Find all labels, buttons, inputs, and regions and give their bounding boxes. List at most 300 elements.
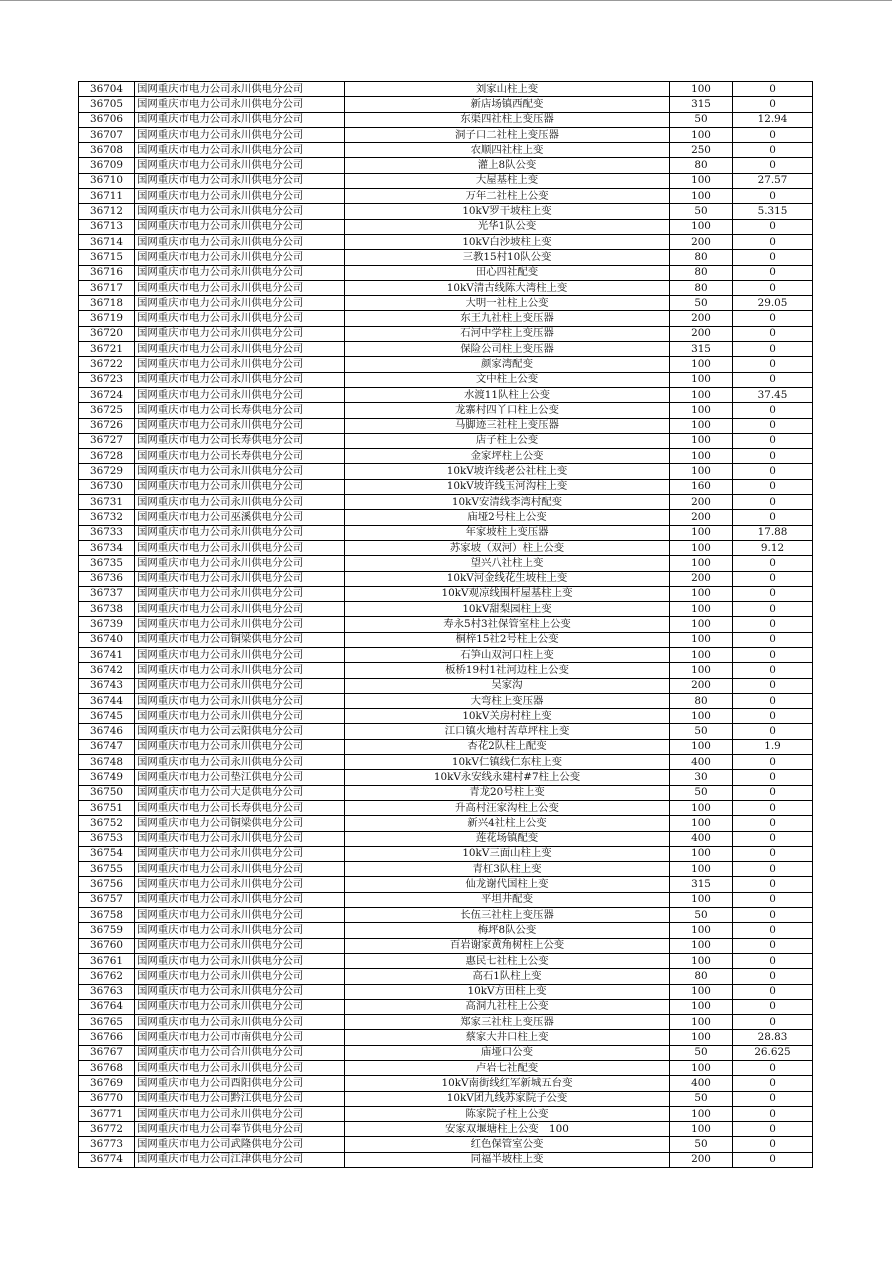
- row-id-cell: 36729: [79, 464, 135, 479]
- transformer-name-cell: 东渠四社柱上变压器: [345, 112, 670, 127]
- value-cell: 0: [733, 143, 813, 158]
- table-row: [79, 112, 813, 127]
- row-id-cell: 36722: [79, 357, 135, 372]
- row-id-cell: 36707: [79, 127, 135, 142]
- table-row: [79, 433, 813, 448]
- company-cell: 国网重庆市电力公司永川供电分公司: [135, 755, 345, 770]
- table-row: [79, 418, 813, 433]
- row-id-cell: 36774: [79, 1152, 135, 1167]
- table-row: [79, 204, 813, 219]
- row-id-cell: 36727: [79, 433, 135, 448]
- value-cell: 0: [733, 82, 813, 97]
- table-row: [79, 617, 813, 632]
- table-row: [79, 510, 813, 525]
- company-cell: 国网重庆市电力公司永川供电分公司: [135, 892, 345, 907]
- capacity-cell: 200: [670, 326, 733, 341]
- value-cell: 0: [733, 908, 813, 923]
- value-cell: 0: [733, 418, 813, 433]
- capacity-cell: 200: [670, 678, 733, 693]
- value-cell: 0: [733, 755, 813, 770]
- table-row: [79, 464, 813, 479]
- transformer-name-cell: 石笋山双河口柱上变: [345, 647, 670, 662]
- table-row: [79, 770, 813, 785]
- transformer-name-cell: 洞子口二社柱上变压器: [345, 127, 670, 142]
- company-cell: 国网重庆市电力公司永川供电分公司: [135, 418, 345, 433]
- row-id-cell: 36759: [79, 923, 135, 938]
- capacity-cell: 100: [670, 418, 733, 433]
- capacity-cell: 200: [670, 571, 733, 586]
- value-cell: 0: [733, 449, 813, 464]
- company-cell: 国网重庆市电力公司永川供电分公司: [135, 571, 345, 586]
- table-row: [79, 1015, 813, 1030]
- page-top-rule: [0, 0, 892, 1]
- table-row: [79, 586, 813, 601]
- value-cell: 0: [733, 1152, 813, 1167]
- row-id-cell: 36711: [79, 189, 135, 204]
- row-id-cell: 36723: [79, 372, 135, 387]
- value-cell: 0: [733, 1015, 813, 1030]
- company-cell: 国网重庆市电力公司铜梁供电分公司: [135, 816, 345, 831]
- capacity-cell: 200: [670, 495, 733, 510]
- value-cell: 0: [733, 1076, 813, 1091]
- value-cell: 0: [733, 969, 813, 984]
- capacity-cell: 50: [670, 1137, 733, 1152]
- table-row: [79, 449, 813, 464]
- value-cell: 0: [733, 510, 813, 525]
- transformer-name-cell: 苏家坡（双河）柱上公变: [345, 540, 670, 555]
- row-id-cell: 36718: [79, 296, 135, 311]
- capacity-cell: 315: [670, 342, 733, 357]
- transformer-name-cell: 安家双堰塘柱上公变 100: [345, 1122, 670, 1137]
- row-id-cell: 36734: [79, 540, 135, 555]
- company-cell: 国网重庆市电力公司永川供电分公司: [135, 693, 345, 708]
- company-cell: 国网重庆市电力公司永川供电分公司: [135, 464, 345, 479]
- company-cell: 国网重庆市电力公司铜梁供电分公司: [135, 632, 345, 647]
- value-cell: 0: [733, 1122, 813, 1137]
- table-row: [79, 755, 813, 770]
- company-cell: 国网重庆市电力公司永川供电分公司: [135, 204, 345, 219]
- value-cell: 17.88: [733, 525, 813, 540]
- row-id-cell: 36726: [79, 418, 135, 433]
- row-id-cell: 36708: [79, 143, 135, 158]
- value-cell: 0: [733, 127, 813, 142]
- row-id-cell: 36706: [79, 112, 135, 127]
- table-row: [79, 326, 813, 341]
- capacity-cell: 100: [670, 892, 733, 907]
- table-row: [79, 846, 813, 861]
- table-row: [79, 1076, 813, 1091]
- transformer-name-cell: 店子柱上公变: [345, 433, 670, 448]
- capacity-cell: 100: [670, 525, 733, 540]
- row-id-cell: 36709: [79, 158, 135, 173]
- row-id-cell: 36704: [79, 82, 135, 97]
- transformer-name-cell: 青杠3队柱上变: [345, 862, 670, 877]
- row-id-cell: 36740: [79, 632, 135, 647]
- transformer-name-cell: 年家坡柱上变压器: [345, 525, 670, 540]
- row-id-cell: 36749: [79, 770, 135, 785]
- table-row: [79, 571, 813, 586]
- company-cell: 国网重庆市电力公司永川供电分公司: [135, 540, 345, 555]
- table-row: [79, 1106, 813, 1121]
- capacity-cell: 315: [670, 877, 733, 892]
- row-id-cell: 36705: [79, 97, 135, 112]
- capacity-cell: 100: [670, 663, 733, 678]
- transformer-name-cell: 升高村汪家沟柱上公变: [345, 800, 670, 815]
- transformer-name-cell: 龙寨村四丫口柱上公变: [345, 403, 670, 418]
- company-cell: 国网重庆市电力公司永川供电分公司: [135, 234, 345, 249]
- table-row: [79, 311, 813, 326]
- value-cell: 0: [733, 785, 813, 800]
- capacity-cell: 50: [670, 204, 733, 219]
- capacity-cell: 315: [670, 97, 733, 112]
- capacity-cell: 100: [670, 357, 733, 372]
- capacity-cell: 100: [670, 923, 733, 938]
- capacity-cell: 250: [670, 143, 733, 158]
- value-cell: 0: [733, 586, 813, 601]
- capacity-cell: 50: [670, 1045, 733, 1060]
- table-row: [79, 82, 813, 97]
- value-cell: 0: [733, 617, 813, 632]
- row-id-cell: 36760: [79, 938, 135, 953]
- capacity-cell: 100: [670, 953, 733, 968]
- table-row: [79, 632, 813, 647]
- transformer-name-cell: 10kV白沙坡柱上变: [345, 234, 670, 249]
- value-cell: 0: [733, 693, 813, 708]
- row-id-cell: 36714: [79, 234, 135, 249]
- value-cell: 0: [733, 724, 813, 739]
- table-row: [79, 816, 813, 831]
- transformer-name-cell: 郑家三社柱上变压器: [345, 1015, 670, 1030]
- table-row: [79, 158, 813, 173]
- table-row: [79, 372, 813, 387]
- table-row: [79, 403, 813, 418]
- value-cell: 0: [733, 556, 813, 571]
- transformer-name-cell: 新兴4社柱上公变: [345, 816, 670, 831]
- table-row: [79, 953, 813, 968]
- company-cell: 国网重庆市电力公司永川供电分公司: [135, 556, 345, 571]
- row-id-cell: 36739: [79, 617, 135, 632]
- table-row: [79, 265, 813, 280]
- table-row: [79, 495, 813, 510]
- table-row: [79, 479, 813, 494]
- capacity-cell: 80: [670, 280, 733, 295]
- transformer-table: [78, 81, 813, 1168]
- transformer-name-cell: 农顺四社柱上变: [345, 143, 670, 158]
- transformer-name-cell: 平坦井配变: [345, 892, 670, 907]
- table-row: [79, 173, 813, 188]
- capacity-cell: 200: [670, 1152, 733, 1167]
- value-cell: 0: [733, 923, 813, 938]
- capacity-cell: 100: [670, 632, 733, 647]
- capacity-cell: 100: [670, 403, 733, 418]
- transformer-name-cell: 百岩谢家黄角树柱上公变: [345, 938, 670, 953]
- value-cell: 0: [733, 342, 813, 357]
- capacity-cell: 400: [670, 755, 733, 770]
- value-cell: 0: [733, 602, 813, 617]
- row-id-cell: 36747: [79, 739, 135, 754]
- company-cell: 国网重庆市电力公司永川供电分公司: [135, 311, 345, 326]
- transformer-name-cell: 梅坪8队公变: [345, 923, 670, 938]
- capacity-cell: 100: [670, 219, 733, 234]
- value-cell: 0: [733, 311, 813, 326]
- value-cell: 0: [733, 495, 813, 510]
- company-cell: 国网重庆市电力公司合川供电分公司: [135, 1045, 345, 1060]
- value-cell: 0: [733, 1061, 813, 1076]
- table-row: [79, 923, 813, 938]
- row-id-cell: 36757: [79, 892, 135, 907]
- capacity-cell: 80: [670, 265, 733, 280]
- row-id-cell: 36717: [79, 280, 135, 295]
- company-cell: 国网重庆市电力公司永川供电分公司: [135, 127, 345, 142]
- table-row: [79, 143, 813, 158]
- row-id-cell: 36712: [79, 204, 135, 219]
- table-row: [79, 97, 813, 112]
- transformer-name-cell: 马脚迹三社柱上变压器: [345, 418, 670, 433]
- capacity-cell: 100: [670, 127, 733, 142]
- value-cell: 0: [733, 678, 813, 693]
- transformer-name-cell: 三教15村10队公变: [345, 250, 670, 265]
- transformer-name-cell: 10kV团九线苏家院子公变: [345, 1091, 670, 1106]
- transformer-name-cell: 水渡11队柱上公变: [345, 387, 670, 402]
- row-id-cell: 36716: [79, 265, 135, 280]
- value-cell: 26.625: [733, 1045, 813, 1060]
- capacity-cell: 200: [670, 311, 733, 326]
- capacity-cell: 50: [670, 724, 733, 739]
- capacity-cell: 100: [670, 862, 733, 877]
- value-cell: 0: [733, 265, 813, 280]
- company-cell: 国网重庆市电力公司武隆供电分公司: [135, 1137, 345, 1152]
- capacity-cell: 80: [670, 158, 733, 173]
- value-cell: 0: [733, 770, 813, 785]
- transformer-name-cell: 寿永5村3社保管室柱上公变: [345, 617, 670, 632]
- value-cell: 37.45: [733, 387, 813, 402]
- capacity-cell: 100: [670, 999, 733, 1014]
- table-row: [79, 999, 813, 1014]
- row-id-cell: 36742: [79, 663, 135, 678]
- transformer-name-cell: 10kV永安线永建村#7柱上公变: [345, 770, 670, 785]
- capacity-cell: 50: [670, 112, 733, 127]
- capacity-cell: 100: [670, 449, 733, 464]
- transformer-name-cell: 10kV清古线陈大湾柱上变: [345, 280, 670, 295]
- transformer-name-cell: 惠民七社柱上公变: [345, 953, 670, 968]
- value-cell: 27.57: [733, 173, 813, 188]
- table-row: [79, 984, 813, 999]
- table-row: [79, 1030, 813, 1045]
- company-cell: 国网重庆市电力公司长寿供电分公司: [135, 403, 345, 418]
- transformer-name-cell: 颜家湾配变: [345, 357, 670, 372]
- row-id-cell: 36724: [79, 387, 135, 402]
- company-cell: 国网重庆市电力公司永川供电分公司: [135, 831, 345, 846]
- table-row: [79, 1137, 813, 1152]
- capacity-cell: 50: [670, 296, 733, 311]
- value-cell: 28.83: [733, 1030, 813, 1045]
- capacity-cell: 100: [670, 1106, 733, 1121]
- capacity-cell: 100: [670, 173, 733, 188]
- company-cell: 国网重庆市电力公司巫溪供电分公司: [135, 510, 345, 525]
- row-id-cell: 36752: [79, 816, 135, 831]
- row-id-cell: 36763: [79, 984, 135, 999]
- capacity-cell: 80: [670, 693, 733, 708]
- table-row: [79, 800, 813, 815]
- capacity-cell: 100: [670, 1061, 733, 1076]
- company-cell: 国网重庆市电力公司永川供电分公司: [135, 173, 345, 188]
- value-cell: 5.315: [733, 204, 813, 219]
- value-cell: 0: [733, 999, 813, 1014]
- value-cell: 0: [733, 372, 813, 387]
- table-row: [79, 1152, 813, 1167]
- value-cell: 0: [733, 953, 813, 968]
- table-row: [79, 280, 813, 295]
- value-cell: 0: [733, 326, 813, 341]
- company-cell: 国网重庆市电力公司永川供电分公司: [135, 969, 345, 984]
- company-cell: 国网重庆市电力公司永川供电分公司: [135, 1015, 345, 1030]
- company-cell: 国网重庆市电力公司永川供电分公司: [135, 342, 345, 357]
- company-cell: 国网重庆市电力公司永川供电分公司: [135, 984, 345, 999]
- company-cell: 国网重庆市电力公司永川供电分公司: [135, 647, 345, 662]
- value-cell: 0: [733, 877, 813, 892]
- transformer-name-cell: 10kV三面山柱上变: [345, 846, 670, 861]
- row-id-cell: 36720: [79, 326, 135, 341]
- company-cell: 国网重庆市电力公司永川供电分公司: [135, 525, 345, 540]
- company-cell: 国网重庆市电力公司永川供电分公司: [135, 326, 345, 341]
- company-cell: 国网重庆市电力公司江津供电分公司: [135, 1152, 345, 1167]
- table-row: [79, 189, 813, 204]
- table-row: [79, 602, 813, 617]
- transformer-name-cell: 望兴八社柱上变: [345, 556, 670, 571]
- row-id-cell: 36756: [79, 877, 135, 892]
- transformer-name-cell: 金家坪柱上公变: [345, 449, 670, 464]
- transformer-name-cell: 10kV关房村柱上变: [345, 709, 670, 724]
- table-row: [79, 663, 813, 678]
- capacity-cell: 50: [670, 1091, 733, 1106]
- capacity-cell: 100: [670, 189, 733, 204]
- value-cell: 0: [733, 97, 813, 112]
- transformer-name-cell: 大弯柱上变压器: [345, 693, 670, 708]
- value-cell: 0: [733, 984, 813, 999]
- value-cell: 0: [733, 632, 813, 647]
- table-row: [79, 892, 813, 907]
- transformer-name-cell: 10kV安清线李湾村配变: [345, 495, 670, 510]
- row-id-cell: 36769: [79, 1076, 135, 1091]
- transformer-name-cell: 新店场镇西配变: [345, 97, 670, 112]
- value-cell: 0: [733, 1106, 813, 1121]
- row-id-cell: 36745: [79, 709, 135, 724]
- transformer-name-cell: 大屋基柱上变: [345, 173, 670, 188]
- value-cell: 1.9: [733, 739, 813, 754]
- row-id-cell: 36764: [79, 999, 135, 1014]
- company-cell: 国网重庆市电力公司长寿供电分公司: [135, 449, 345, 464]
- value-cell: 0: [733, 158, 813, 173]
- transformer-name-cell: 江口镇火地村苦草坪柱上变: [345, 724, 670, 739]
- capacity-cell: 100: [670, 602, 733, 617]
- value-cell: 0: [733, 709, 813, 724]
- capacity-cell: 100: [670, 387, 733, 402]
- transformer-name-cell: 红色保管室公变: [345, 1137, 670, 1152]
- row-id-cell: 36766: [79, 1030, 135, 1045]
- company-cell: 国网重庆市电力公司长寿供电分公司: [135, 433, 345, 448]
- company-cell: 国网重庆市电力公司永川供电分公司: [135, 938, 345, 953]
- transformer-name-cell: 10kV坡许线玉河沟柱上变: [345, 479, 670, 494]
- capacity-cell: 100: [670, 1122, 733, 1137]
- transformer-name-cell: 东王九社柱上变压器: [345, 311, 670, 326]
- table-row: [79, 1045, 813, 1060]
- table-row: [79, 556, 813, 571]
- value-cell: 0: [733, 357, 813, 372]
- company-cell: 国网重庆市电力公司永川供电分公司: [135, 158, 345, 173]
- table-row: [79, 969, 813, 984]
- row-id-cell: 36770: [79, 1091, 135, 1106]
- row-id-cell: 36719: [79, 311, 135, 326]
- transformer-name-cell: 10kV仁镇线仁东柱上变: [345, 755, 670, 770]
- capacity-cell: 30: [670, 770, 733, 785]
- company-cell: 国网重庆市电力公司永川供电分公司: [135, 846, 345, 861]
- capacity-cell: 100: [670, 816, 733, 831]
- company-cell: 国网重庆市电力公司永川供电分公司: [135, 280, 345, 295]
- transformer-name-cell: 桐梓15社2号柱上公变: [345, 632, 670, 647]
- value-cell: 0: [733, 571, 813, 586]
- transformer-name-cell: 长伍三社柱上变压器: [345, 908, 670, 923]
- value-cell: 0: [733, 831, 813, 846]
- value-cell: 0: [733, 433, 813, 448]
- transformer-name-cell: 杏花2队柱上配变: [345, 739, 670, 754]
- company-cell: 国网重庆市电力公司永川供电分公司: [135, 219, 345, 234]
- company-cell: 国网重庆市电力公司永川供电分公司: [135, 296, 345, 311]
- transformer-name-cell: 陈家院子柱上公变: [345, 1106, 670, 1121]
- company-cell: 国网重庆市电力公司永川供电分公司: [135, 495, 345, 510]
- transformer-name-cell: 青龙20号柱上变: [345, 785, 670, 800]
- transformer-name-cell: 石河中学柱上变压器: [345, 326, 670, 341]
- company-cell: 国网重庆市电力公司永川供电分公司: [135, 602, 345, 617]
- value-cell: 0: [733, 189, 813, 204]
- row-id-cell: 36754: [79, 846, 135, 861]
- transformer-name-cell: 10kV方田柱上变: [345, 984, 670, 999]
- row-id-cell: 36725: [79, 403, 135, 418]
- company-cell: 国网重庆市电力公司奉节供电分公司: [135, 1122, 345, 1137]
- row-id-cell: 36744: [79, 693, 135, 708]
- company-cell: 国网重庆市电力公司永川供电分公司: [135, 112, 345, 127]
- row-id-cell: 36741: [79, 647, 135, 662]
- value-cell: 12.94: [733, 112, 813, 127]
- row-id-cell: 36715: [79, 250, 135, 265]
- row-id-cell: 36762: [79, 969, 135, 984]
- company-cell: 国网重庆市电力公司永川供电分公司: [135, 357, 345, 372]
- capacity-cell: 100: [670, 647, 733, 662]
- capacity-cell: 100: [670, 1015, 733, 1030]
- capacity-cell: 100: [670, 556, 733, 571]
- transformer-name-cell: 卢岩七社配变: [345, 1061, 670, 1076]
- table-row: [79, 1122, 813, 1137]
- value-cell: 0: [733, 846, 813, 861]
- table-row: [79, 219, 813, 234]
- transformer-name-cell: 莲花场镇配变: [345, 831, 670, 846]
- capacity-cell: 100: [670, 540, 733, 555]
- row-id-cell: 36750: [79, 785, 135, 800]
- value-cell: 0: [733, 479, 813, 494]
- company-cell: 国网重庆市电力公司永川供电分公司: [135, 709, 345, 724]
- row-id-cell: 36731: [79, 495, 135, 510]
- transformer-name-cell: 刘家山柱上变: [345, 82, 670, 97]
- value-cell: 0: [733, 250, 813, 265]
- value-cell: 0: [733, 938, 813, 953]
- transformer-name-cell: 文中柱上公变: [345, 372, 670, 387]
- transformer-name-cell: 万年二社柱上公变: [345, 189, 670, 204]
- row-id-cell: 36748: [79, 755, 135, 770]
- capacity-cell: 100: [670, 617, 733, 632]
- transformer-name-cell: 庙垭2号柱上公变: [345, 510, 670, 525]
- transformer-name-cell: 板桥19村1社河边柱上公变: [345, 663, 670, 678]
- capacity-cell: 400: [670, 831, 733, 846]
- value-cell: 9.12: [733, 540, 813, 555]
